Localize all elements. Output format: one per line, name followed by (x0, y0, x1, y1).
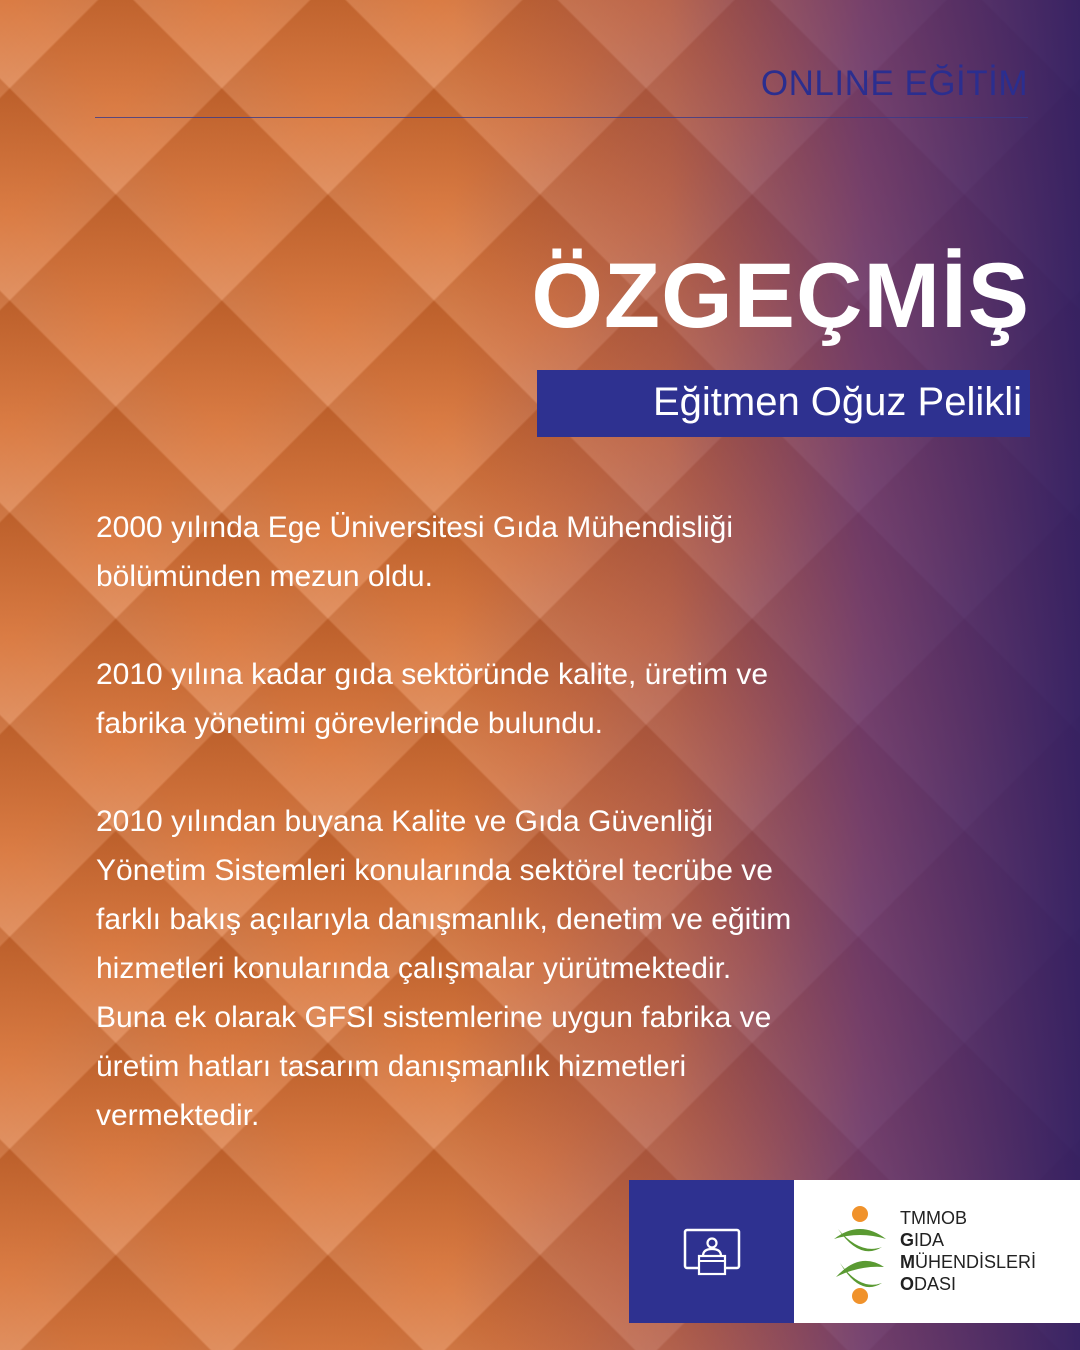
tmmob-logo-icon (830, 1205, 890, 1305)
bio-line: bölümünden mezun oldu. (96, 560, 433, 593)
bio-line: üretim hatları tasarım danışmanlık hizmetleri (96, 1050, 687, 1083)
bio-line: fabrika yönetimi görevlerinde bulundu. (96, 707, 603, 740)
bio-paragraph (96, 797, 1016, 1140)
bio-line: farklı bakış açılarıyla danışmanlık, denetim ve eğitim (96, 903, 792, 936)
instructor-name: Eğitmen Oğuz Pelikli (652, 380, 1022, 424)
bio-line: vermektedir. (96, 1099, 260, 1132)
bio-line: Yönetim Sistemleri konularında sektörel tecrübe ve (96, 854, 773, 887)
bio-line: 2000 yılında Ege Üniversitesi Gıda Mühendisliği (96, 511, 734, 544)
header-divider (95, 117, 1028, 118)
logo-line: MÜHENDİSLERİ (900, 1252, 1037, 1272)
bio-line: Buna ek olarak GFSI sistemlerine uygun fabrika ve (96, 1001, 772, 1034)
podium-icon (683, 1228, 741, 1278)
bio-paragraph (96, 503, 1016, 601)
organization-name (900, 1207, 1036, 1295)
page-title: ÖZGEÇMİŞ (531, 245, 1030, 347)
bio-line: 2010 yılından buyana Kalite ve Gıda Güvenliği (96, 805, 714, 838)
bio-paragraph (96, 650, 1016, 748)
logo-line: GIDA (900, 1230, 945, 1250)
bio-line: hizmetleri konularında çalışmalar yürütmektedir. (96, 952, 732, 985)
logo-line: TMMOB (900, 1208, 967, 1228)
bio-line: 2010 yılına kadar gıda sektöründe kalite, üretim ve (96, 658, 769, 691)
logo-line: ODASI (900, 1274, 957, 1294)
online-education-label: ONLINE EĞİTİM (760, 64, 1028, 103)
biography (96, 503, 1016, 1140)
